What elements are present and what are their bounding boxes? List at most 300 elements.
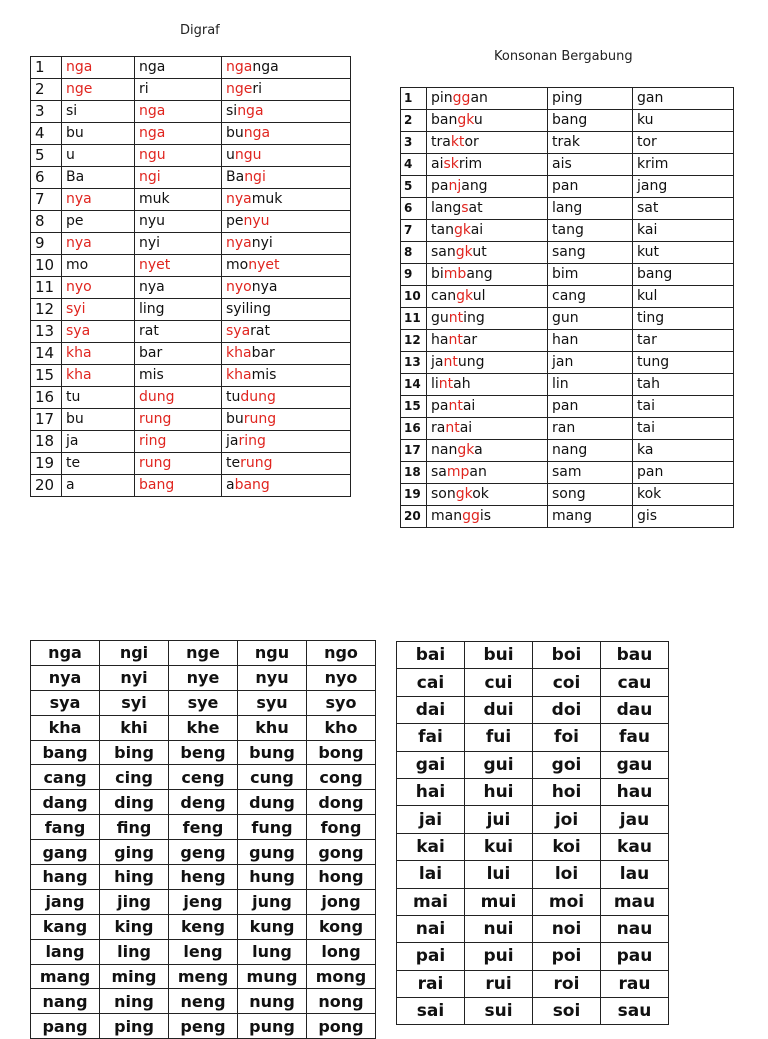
highlight-segment: kt <box>450 134 465 150</box>
grid-cell: khu <box>238 715 307 740</box>
text-segment: bar <box>251 345 275 361</box>
text-segment: ah <box>453 376 471 392</box>
text-segment: bu <box>226 411 244 427</box>
syllable-cell <box>135 387 222 409</box>
highlight-segment: sya <box>66 323 91 339</box>
highlight-segment: nyo <box>226 279 252 295</box>
row-number: 3 <box>401 132 427 154</box>
syllable-cell <box>222 167 351 189</box>
row-number: 14 <box>31 343 62 365</box>
text-segment: ai <box>462 398 476 414</box>
row-number: 16 <box>31 387 62 409</box>
text-segment: si <box>226 103 238 119</box>
grid-row <box>31 641 376 666</box>
grid-cell: nung <box>238 989 307 1014</box>
grid-row <box>397 888 669 915</box>
text-segment: te <box>226 455 241 471</box>
syllable-cell <box>222 277 351 299</box>
syllable-cell <box>62 409 135 431</box>
highlight-segment: ring <box>139 433 167 449</box>
grid-cell: dai <box>397 696 465 723</box>
syllable-cell <box>135 233 222 255</box>
highlight-segment: bang <box>139 477 175 493</box>
syllable-cell: tai <box>633 396 734 418</box>
grid-row <box>397 696 669 723</box>
syllable-cell <box>222 409 351 431</box>
grid-cell: kha <box>31 715 100 740</box>
syllable-cell <box>135 475 222 497</box>
grid-cell: nui <box>465 915 533 942</box>
highlight-segment: nt <box>448 398 463 414</box>
row-number: 1 <box>401 88 427 110</box>
syllable-cell <box>222 57 351 79</box>
grid-cell: fai <box>397 724 465 751</box>
row-number: 15 <box>31 365 62 387</box>
syllable-cell <box>222 431 351 453</box>
grid-cell: nai <box>397 915 465 942</box>
grid-cell: cau <box>601 669 669 696</box>
grid-cell: dong <box>307 790 376 815</box>
highlight-segment: nga <box>226 59 253 75</box>
text-segment: bu <box>66 125 84 141</box>
highlight-segment: kha <box>226 345 252 361</box>
grid-cell: feng <box>169 815 238 840</box>
word-cell <box>427 132 548 154</box>
highlight-segment: nga <box>139 125 166 141</box>
highlight-segment: nt <box>448 332 463 348</box>
text-segment: syiling <box>226 301 272 317</box>
highlight-segment: kha <box>66 367 92 383</box>
text-segment: ang <box>466 266 493 282</box>
highlight-segment: gk <box>456 288 473 304</box>
table-row <box>401 440 734 462</box>
text-segment: ai <box>470 222 484 238</box>
syllable-cell: ping <box>548 88 633 110</box>
grid-cell: gai <box>397 751 465 778</box>
text-segment: Ba <box>226 169 245 185</box>
syllable-cell: gan <box>633 88 734 110</box>
grid-cell: kui <box>465 833 533 860</box>
grid-row <box>31 964 376 989</box>
highlight-segment: gg <box>452 90 471 106</box>
text-segment: bi <box>431 266 444 282</box>
grid-cell: pung <box>238 1014 307 1039</box>
grid-cell: lai <box>397 861 465 888</box>
text-segment: Ba <box>66 169 85 185</box>
text-segment: si <box>66 103 78 119</box>
grid-cell: ging <box>100 840 169 865</box>
grid-row <box>397 751 669 778</box>
syllable-cell: pan <box>548 396 633 418</box>
grid-cell: dang <box>31 790 100 815</box>
text-segment: ban <box>431 112 458 128</box>
grid-cell: nya <box>31 665 100 690</box>
text-segment: son <box>431 486 456 502</box>
table-row <box>31 211 351 233</box>
text-segment: man <box>431 508 463 524</box>
syllable-cell <box>62 343 135 365</box>
highlight-segment: rung <box>243 411 277 427</box>
syllable-cell <box>135 211 222 233</box>
grid-cell: nang <box>31 989 100 1014</box>
text-segment: bu <box>66 411 84 427</box>
grid-cell: keng <box>169 914 238 939</box>
grid-cell: jui <box>465 806 533 833</box>
grid-cell: hui <box>465 778 533 805</box>
syllable-grid-right <box>396 641 669 1025</box>
text-segment: pe <box>66 213 84 229</box>
syllable-cell <box>222 79 351 101</box>
table-row <box>31 57 351 79</box>
table-row <box>401 220 734 242</box>
table-row <box>31 123 351 145</box>
grid-cell: neng <box>169 989 238 1014</box>
grid-cell: hing <box>100 865 169 890</box>
syllable-cell <box>222 387 351 409</box>
highlight-segment: nge <box>226 81 253 97</box>
grid-cell: mung <box>238 964 307 989</box>
row-number: 12 <box>31 299 62 321</box>
table-row <box>401 330 734 352</box>
grid-cell: rui <box>465 970 533 997</box>
text-segment: rim <box>458 156 483 172</box>
grid-cell: sau <box>601 998 669 1025</box>
table-row <box>401 88 734 110</box>
syllable-cell <box>62 277 135 299</box>
grid-cell: ding <box>100 790 169 815</box>
row-number: 20 <box>401 506 427 528</box>
highlight-segment: mp <box>446 464 470 480</box>
word-cell <box>427 330 548 352</box>
grid-row <box>397 778 669 805</box>
syllable-cell: jan <box>548 352 633 374</box>
table-row <box>31 343 351 365</box>
row-number: 2 <box>31 79 62 101</box>
grid-cell: rai <box>397 970 465 997</box>
grid-cell: bing <box>100 740 169 765</box>
highlight-segment: s <box>461 200 469 216</box>
table-row <box>401 132 734 154</box>
highlight-segment: ngu <box>234 147 262 163</box>
grid-cell: nau <box>601 915 669 942</box>
grid-row <box>31 1014 376 1039</box>
grid-cell: khe <box>169 715 238 740</box>
syllable-cell <box>62 233 135 255</box>
row-number: 9 <box>31 233 62 255</box>
grid-cell: fau <box>601 724 669 751</box>
row-number: 16 <box>401 418 427 440</box>
grid-cell: hoi <box>533 778 601 805</box>
row-number: 10 <box>401 286 427 308</box>
konsonan-title: Konsonan Bergabung <box>494 49 633 64</box>
text-segment: u <box>226 147 235 163</box>
syllable-cell: ting <box>633 308 734 330</box>
highlight-segment: nyet <box>248 257 280 273</box>
table-row <box>31 409 351 431</box>
syllable-grid-left <box>30 640 376 1039</box>
highlight-segment: nyo <box>66 279 92 295</box>
table-row <box>31 233 351 255</box>
row-number: 13 <box>401 352 427 374</box>
table-row <box>401 418 734 440</box>
highlight-segment: nya <box>66 191 92 207</box>
syllable-cell <box>135 189 222 211</box>
table-row <box>401 176 734 198</box>
row-number: 18 <box>401 462 427 484</box>
syllable-cell <box>62 123 135 145</box>
table-row <box>31 321 351 343</box>
text-segment: ang <box>461 178 488 194</box>
grid-cell: kai <box>397 833 465 860</box>
highlight-segment: nyu <box>243 213 270 229</box>
highlight-segment: nga <box>237 103 264 119</box>
grid-cell: pui <box>465 943 533 970</box>
grid-cell: boi <box>533 642 601 669</box>
highlight-segment: gk <box>453 222 471 238</box>
text-segment: sa <box>431 464 447 480</box>
grid-cell: gung <box>238 840 307 865</box>
syllable-cell: lang <box>548 198 633 220</box>
grid-cell: kong <box>307 914 376 939</box>
grid-cell: mau <box>601 888 669 915</box>
word-cell <box>427 198 548 220</box>
syllable-cell <box>222 453 351 475</box>
highlight-segment: nt <box>445 420 460 436</box>
table-row <box>31 365 351 387</box>
syllable-cell <box>222 299 351 321</box>
highlight-segment: nga <box>66 59 93 75</box>
grid-cell: cang <box>31 765 100 790</box>
syllable-cell: ka <box>633 440 734 462</box>
highlight-segment: nt <box>448 310 464 326</box>
row-number: 10 <box>31 255 62 277</box>
syllable-cell: gis <box>633 506 734 528</box>
grid-cell: king <box>100 914 169 939</box>
table-row <box>401 264 734 286</box>
grid-cell: ping <box>100 1014 169 1039</box>
text-segment: nan <box>431 442 458 458</box>
syllable-cell <box>135 57 222 79</box>
highlight-segment: gk <box>455 486 473 502</box>
text-segment: ri <box>139 81 149 97</box>
grid-cell: moi <box>533 888 601 915</box>
syllable-cell: tah <box>633 374 734 396</box>
table-row <box>401 308 734 330</box>
text-segment: ing <box>463 310 485 326</box>
digraf-title: Digraf <box>180 23 220 38</box>
text-segment: pa <box>431 398 449 414</box>
grid-cell: long <box>307 939 376 964</box>
text-segment: gu <box>431 310 449 326</box>
text-segment: u <box>473 112 483 128</box>
syllable-cell <box>135 321 222 343</box>
grid-cell: fong <box>307 815 376 840</box>
row-number: 19 <box>31 453 62 475</box>
table-row <box>31 475 351 497</box>
syllable-cell <box>62 189 135 211</box>
text-segment: a <box>474 442 483 458</box>
text-segment: san <box>431 244 456 260</box>
grid-cell: nyu <box>238 665 307 690</box>
grid-cell: fing <box>100 815 169 840</box>
grid-cell: dui <box>465 696 533 723</box>
highlight-segment: nya <box>226 191 252 207</box>
text-segment: mo <box>66 257 89 273</box>
syllable-cell <box>62 321 135 343</box>
syllable-cell <box>62 255 135 277</box>
grid-cell: gong <box>307 840 376 865</box>
grid-cell: poi <box>533 943 601 970</box>
row-number: 14 <box>401 374 427 396</box>
table-row <box>31 255 351 277</box>
row-number: 3 <box>31 101 62 123</box>
syllable-cell <box>222 189 351 211</box>
row-number: 4 <box>401 154 427 176</box>
syllable-cell <box>222 123 351 145</box>
highlight-segment: kha <box>226 367 252 383</box>
grid-cell: bai <box>397 642 465 669</box>
table-row <box>401 462 734 484</box>
highlight-segment: nya <box>66 235 92 251</box>
table-row <box>31 277 351 299</box>
text-segment: muk <box>251 191 283 207</box>
text-segment: ul <box>472 288 486 304</box>
text-segment: ra <box>431 420 446 436</box>
grid-row <box>397 669 669 696</box>
table-row <box>401 286 734 308</box>
grid-row <box>397 915 669 942</box>
syllable-cell <box>62 453 135 475</box>
row-number: 8 <box>31 211 62 233</box>
text-segment: bu <box>226 125 244 141</box>
grid-cell: syi <box>100 690 169 715</box>
highlight-segment: gk <box>457 442 475 458</box>
table-row <box>31 387 351 409</box>
highlight-segment: nj <box>448 178 462 194</box>
text-segment: is <box>479 508 492 524</box>
syllable-cell <box>135 365 222 387</box>
word-cell <box>427 506 548 528</box>
table-row <box>31 431 351 453</box>
table-row <box>401 110 734 132</box>
text-segment: nyi <box>251 235 273 251</box>
syllable-cell <box>222 211 351 233</box>
grid-row <box>397 861 669 888</box>
grid-cell: ngu <box>238 641 307 666</box>
row-number: 6 <box>31 167 62 189</box>
syllable-cell <box>62 431 135 453</box>
text-segment: tu <box>66 389 81 405</box>
syllable-cell: mang <box>548 506 633 528</box>
highlight-segment: kha <box>66 345 92 361</box>
grid-cell: mong <box>307 964 376 989</box>
grid-cell: cui <box>465 669 533 696</box>
syllable-cell: tor <box>633 132 734 154</box>
row-number: 8 <box>401 242 427 264</box>
text-segment: pe <box>226 213 244 229</box>
table-row <box>31 145 351 167</box>
text-segment: a <box>226 477 235 493</box>
highlight-segment: nga <box>243 125 271 141</box>
syllable-cell: jang <box>633 176 734 198</box>
table-row <box>401 154 734 176</box>
grid-cell: joi <box>533 806 601 833</box>
row-number: 17 <box>401 440 427 462</box>
grid-row <box>31 715 376 740</box>
text-segment: ung <box>457 354 485 370</box>
grid-cell: nong <box>307 989 376 1014</box>
text-segment: te <box>66 455 81 471</box>
grid-row <box>31 865 376 890</box>
syllable-cell: ku <box>633 110 734 132</box>
syllable-cell <box>62 57 135 79</box>
syllable-cell <box>135 277 222 299</box>
syllable-cell <box>135 101 222 123</box>
syllable-cell: nang <box>548 440 633 462</box>
grid-cell: jung <box>238 889 307 914</box>
grid-row <box>397 642 669 669</box>
grid-cell: peng <box>169 1014 238 1039</box>
grid-cell: kung <box>238 914 307 939</box>
grid-row <box>397 724 669 751</box>
row-number: 7 <box>401 220 427 242</box>
highlight-segment: syi <box>66 301 86 317</box>
word-cell <box>427 440 548 462</box>
syllable-cell <box>135 123 222 145</box>
row-number: 19 <box>401 484 427 506</box>
grid-cell: kang <box>31 914 100 939</box>
highlight-segment: ngi <box>139 169 161 185</box>
grid-cell: ming <box>100 964 169 989</box>
grid-row <box>31 665 376 690</box>
syllable-cell <box>135 167 222 189</box>
grid-cell: rau <box>601 970 669 997</box>
text-segment: nya <box>251 279 278 295</box>
highlight-segment: dung <box>240 389 276 405</box>
grid-cell: jing <box>100 889 169 914</box>
text-segment: mis <box>251 367 277 383</box>
grid-cell: pau <box>601 943 669 970</box>
text-segment: bar <box>139 345 163 361</box>
table-row <box>401 484 734 506</box>
grid-cell: bui <box>465 642 533 669</box>
table-row <box>401 198 734 220</box>
row-number: 15 <box>401 396 427 418</box>
highlight-segment: rung <box>240 455 273 471</box>
highlight-segment: bang <box>234 477 270 493</box>
grid-cell: roi <box>533 970 601 997</box>
syllable-cell: ran <box>548 418 633 440</box>
grid-cell: deng <box>169 790 238 815</box>
syllable-cell <box>62 145 135 167</box>
syllable-cell <box>62 365 135 387</box>
syllable-cell <box>62 475 135 497</box>
text-segment: mis <box>139 367 164 383</box>
grid-cell: bang <box>31 740 100 765</box>
grid-cell: ceng <box>169 765 238 790</box>
syllable-cell: gun <box>548 308 633 330</box>
grid-cell: fung <box>238 815 307 840</box>
word-cell <box>427 154 548 176</box>
word-cell <box>427 110 548 132</box>
text-segment: nga <box>252 59 279 75</box>
syllable-cell: sang <box>548 242 633 264</box>
grid-cell: dau <box>601 696 669 723</box>
row-number: 1 <box>31 57 62 79</box>
grid-cell: geng <box>169 840 238 865</box>
grid-row <box>31 690 376 715</box>
text-segment: ja <box>226 433 239 449</box>
